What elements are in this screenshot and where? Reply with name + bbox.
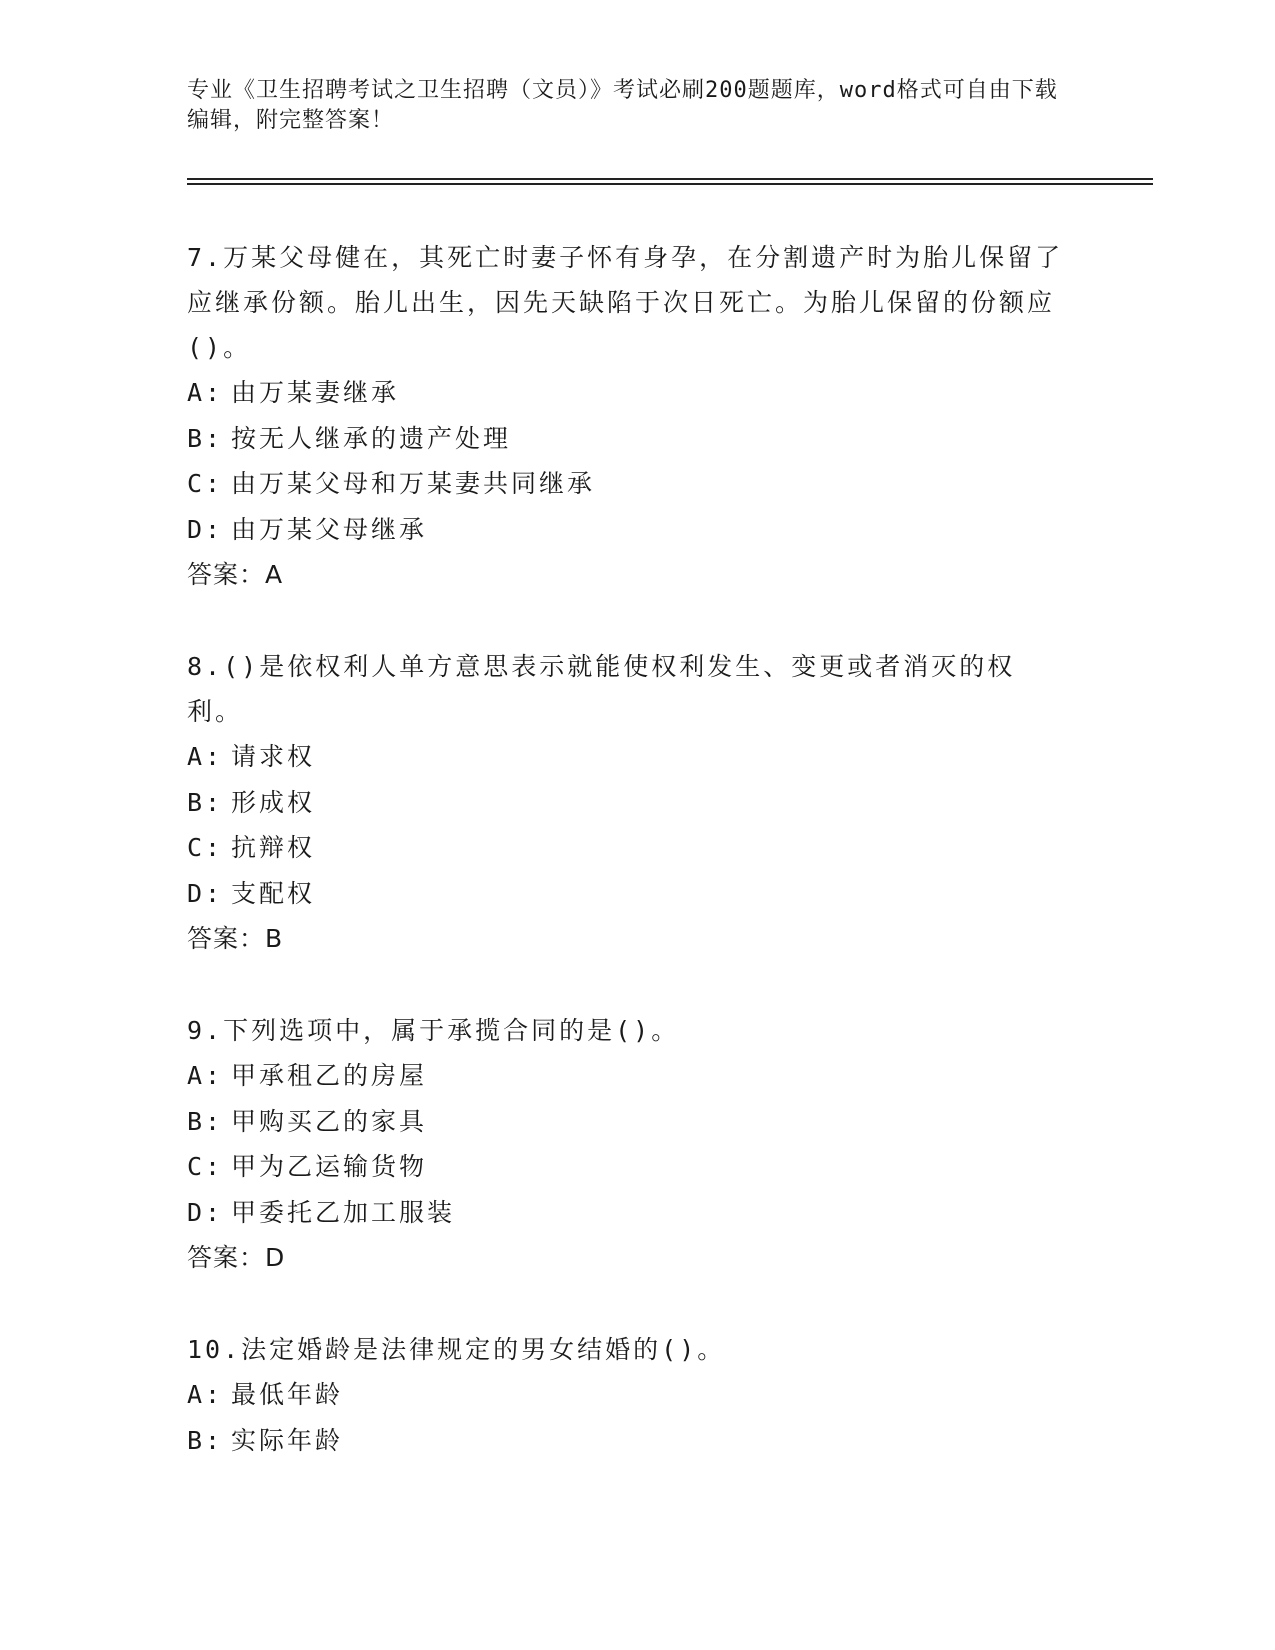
option-b bbox=[187, 1099, 1067, 1145]
option-text: 请求权 bbox=[231, 742, 316, 771]
question-9 bbox=[187, 1008, 1067, 1280]
option-a bbox=[187, 734, 1067, 780]
question-stem: 7.万某父母健在，其死亡时妻子怀有身孕，在分割遗产时为胎儿保留了应继承份额。胎儿出生，因先天缺陷于次日死亡。为胎儿保留的份额应()。 bbox=[187, 243, 1064, 362]
option-key: B: bbox=[187, 1106, 224, 1136]
option-key: A: bbox=[187, 742, 224, 771]
option-key: B: bbox=[187, 787, 224, 817]
question-stem: 9.下列选项中，属于承揽合同的是()。 bbox=[187, 1016, 680, 1045]
option-key: A: bbox=[187, 1061, 224, 1090]
option-c bbox=[187, 461, 1067, 507]
question-8 bbox=[187, 644, 1067, 961]
option-text: 甲承租乙的房屋 bbox=[231, 1061, 428, 1090]
option-c bbox=[187, 825, 1067, 871]
option-d bbox=[187, 507, 1067, 553]
question-10 bbox=[187, 1327, 1067, 1463]
option-text: 形成权 bbox=[231, 787, 316, 817]
option-text: 支配权 bbox=[231, 878, 316, 908]
answer-label: 答案：B bbox=[187, 924, 284, 953]
option-key: B: bbox=[187, 423, 224, 453]
option-key: D: bbox=[187, 514, 224, 544]
option-text: 按无人继承的遗产处理 bbox=[231, 423, 512, 453]
option-a bbox=[187, 1372, 1067, 1418]
option-key: A: bbox=[187, 378, 224, 407]
option-key: C: bbox=[187, 833, 224, 862]
header-divider-bottom bbox=[187, 183, 1153, 185]
option-a bbox=[187, 1053, 1067, 1099]
option-text: 抗辩权 bbox=[231, 833, 316, 862]
question-stem: 8.()是依权利人单方意思表示就能使权利发生、变更或者消灭的权利。 bbox=[187, 652, 1016, 726]
option-text: 甲购买乙的家具 bbox=[231, 1106, 428, 1136]
option-text: 由万某父母继承 bbox=[231, 514, 428, 544]
answer-label: 答案：D bbox=[187, 1243, 286, 1272]
option-text: 实际年龄 bbox=[231, 1425, 344, 1455]
question-stem: 10.法定婚龄是法律规定的男女结婚的()。 bbox=[187, 1335, 726, 1364]
question-list bbox=[187, 235, 1067, 1510]
option-text: 由万某父母和万某妻共同继承 bbox=[231, 469, 596, 498]
document-header: 专业《卫生招聘考试之卫生招聘（文员）》考试必刷200题题库，word格式可自由下载编辑，附完整答案！ bbox=[187, 78, 1058, 133]
option-text: 甲委托乙加工服装 bbox=[231, 1197, 456, 1227]
option-a bbox=[187, 370, 1067, 416]
option-b bbox=[187, 780, 1067, 826]
option-key: C: bbox=[187, 1152, 224, 1181]
option-b bbox=[187, 1418, 1067, 1464]
option-key: A: bbox=[187, 1380, 224, 1409]
option-key: D: bbox=[187, 1197, 224, 1227]
option-text: 由万某妻继承 bbox=[231, 378, 400, 407]
answer-label: 答案：A bbox=[187, 560, 284, 589]
header-divider-top bbox=[187, 178, 1153, 180]
option-c bbox=[187, 1144, 1067, 1190]
option-key: C: bbox=[187, 469, 224, 498]
question-7 bbox=[187, 235, 1067, 597]
option-text: 甲为乙运输货物 bbox=[231, 1152, 428, 1181]
option-key: B: bbox=[187, 1425, 224, 1455]
option-text: 最低年龄 bbox=[231, 1380, 344, 1409]
option-key: D: bbox=[187, 878, 224, 908]
option-d bbox=[187, 871, 1067, 917]
option-d bbox=[187, 1190, 1067, 1236]
option-b bbox=[187, 416, 1067, 462]
